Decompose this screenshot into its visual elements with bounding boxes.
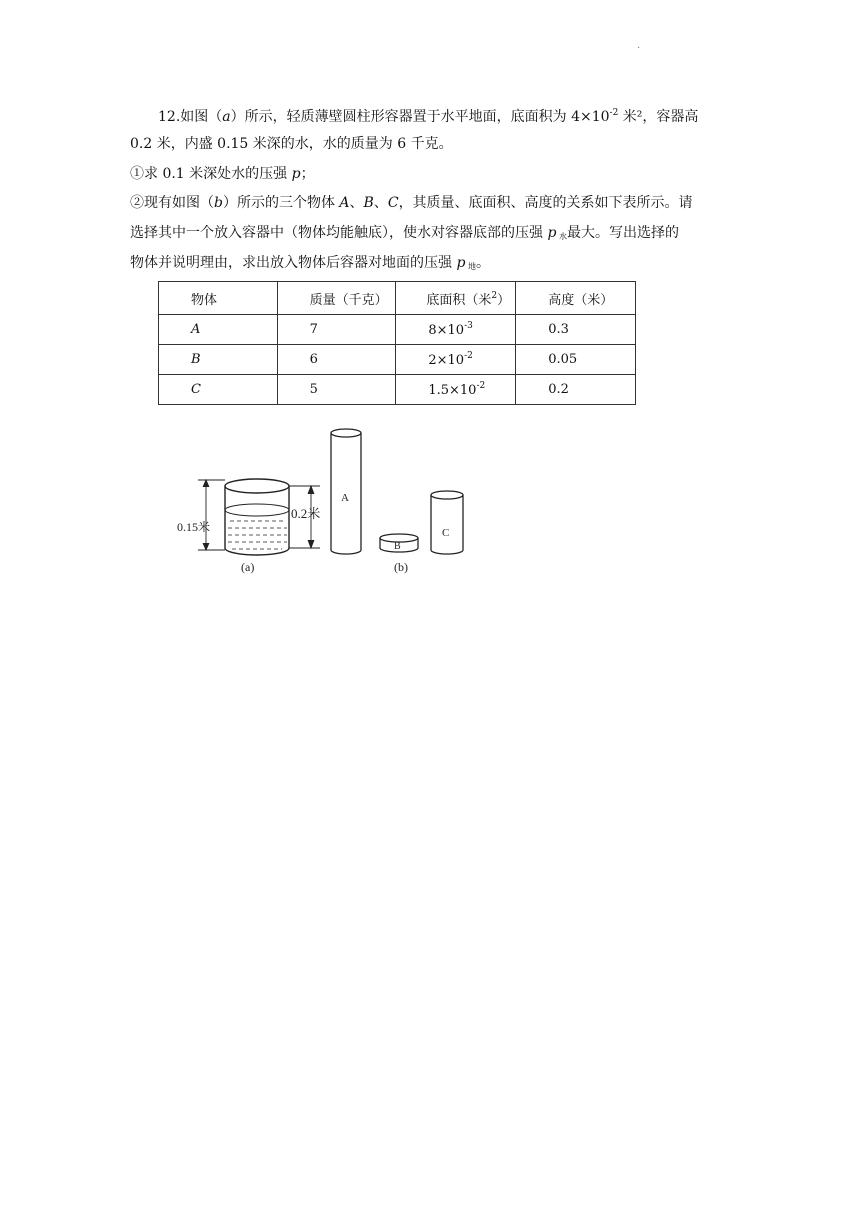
problem-number: 12. xyxy=(158,109,181,125)
cell-name: B xyxy=(159,345,278,375)
q2-text-1: ②现有如图（ xyxy=(130,195,214,211)
dimension-water-depth xyxy=(198,480,225,550)
q2-text-2: ）所示的三个物体 xyxy=(222,195,340,211)
q2-line2-end: 最大。写出选择的 xyxy=(566,225,679,241)
q1-end: ； xyxy=(300,166,315,182)
header-mass: 质量（千克） xyxy=(277,282,396,315)
cell-area-exp: -2 xyxy=(464,351,473,361)
label-object-b: B xyxy=(394,541,401,552)
object-c xyxy=(431,491,463,554)
q2-line3-end: 。 xyxy=(475,255,490,271)
area-exponent: -2 xyxy=(609,108,619,118)
problem-statement-line2 xyxy=(130,134,740,154)
q2-obj-b: B xyxy=(363,195,374,211)
cell-area xyxy=(396,345,516,375)
cell-area xyxy=(396,375,516,405)
label-object-a: A xyxy=(341,492,349,504)
q1-var: p xyxy=(291,166,301,182)
physics-figure xyxy=(170,420,480,580)
header-area-exp: 2 xyxy=(491,290,498,301)
table-row xyxy=(159,315,636,345)
label-fig-a: (a) xyxy=(241,560,255,574)
cell-height: 0.2 xyxy=(516,375,636,405)
statement-text-3: 米²，容器高 xyxy=(618,109,699,125)
objects-table xyxy=(158,281,636,405)
q2-obj-a: A xyxy=(339,195,350,211)
cell-mass: 5 xyxy=(277,375,396,405)
label-object-c: C xyxy=(442,527,450,539)
cell-area xyxy=(396,315,516,345)
q2-pressure-var: p xyxy=(547,225,557,241)
q2-sep: 、 xyxy=(349,195,364,211)
statement-line2-text: 0.2 米，内盛 0.15 米深的水，水的质量为 6 千克。 xyxy=(130,136,453,152)
cell-mass: 6 xyxy=(277,345,396,375)
q2-ground-pressure-var: p xyxy=(456,255,466,271)
table-header-row xyxy=(159,282,636,315)
fig-ref-a: a xyxy=(222,109,231,125)
cell-name: C xyxy=(159,375,278,405)
cell-area-exp: -3 xyxy=(464,321,473,331)
cell-name: A xyxy=(159,315,278,345)
q2-obj-c: C xyxy=(387,195,399,211)
cell-area-base: 1.5×10 xyxy=(428,383,477,398)
question-2-line3 xyxy=(130,253,742,277)
header-area xyxy=(396,282,516,315)
question-1 xyxy=(130,164,712,184)
label-container-height: 0.2米 xyxy=(291,506,321,521)
header-object: 物体 xyxy=(159,282,278,315)
header-dot: . xyxy=(637,40,641,51)
q2-line2-text: 选择其中一个放入容器中（物体均能触底），使水对容器底部的压强 xyxy=(130,225,548,241)
cell-area-base: 8×10 xyxy=(428,323,465,338)
container-a xyxy=(225,479,289,555)
question-2 xyxy=(130,193,742,213)
header-area-text: 底面积（米 xyxy=(426,292,492,308)
cell-area-exp: -2 xyxy=(476,381,486,391)
label-water-depth: 0.15米 xyxy=(177,520,211,534)
problem-statement xyxy=(158,103,740,127)
header-height: 高度（米） xyxy=(516,282,636,315)
table-row xyxy=(159,345,636,375)
statement-text-1: 如图（ xyxy=(180,109,223,125)
q2-text-3: ，其质量、底面积、高度的关系如下表所示。请 xyxy=(398,195,693,211)
statement-text-2: ）所示，轻质薄壁圆柱形容器置于水平地面，底面积为 4×10 xyxy=(230,109,610,125)
question-2-line2 xyxy=(130,223,742,247)
q2-line3-text: 物体并说明理由，求出放入物体后容器对地面的压强 xyxy=(130,255,457,271)
table-row xyxy=(159,375,636,405)
label-fig-b: (b) xyxy=(394,560,408,574)
cell-mass: 7 xyxy=(277,315,396,345)
cell-area-base: 2×10 xyxy=(428,353,465,368)
q2-water-subscript: 水 xyxy=(556,232,567,241)
q1-text: ①求 0.1 米深处水的压强 xyxy=(130,166,292,182)
cell-height: 0.3 xyxy=(516,315,636,345)
q2-ground-subscript: 地 xyxy=(465,262,476,271)
header-area-end: ） xyxy=(497,292,511,308)
cell-height: 0.05 xyxy=(516,345,636,375)
q2-sep: 、 xyxy=(373,195,388,211)
fig-ref-b: b xyxy=(214,195,223,211)
